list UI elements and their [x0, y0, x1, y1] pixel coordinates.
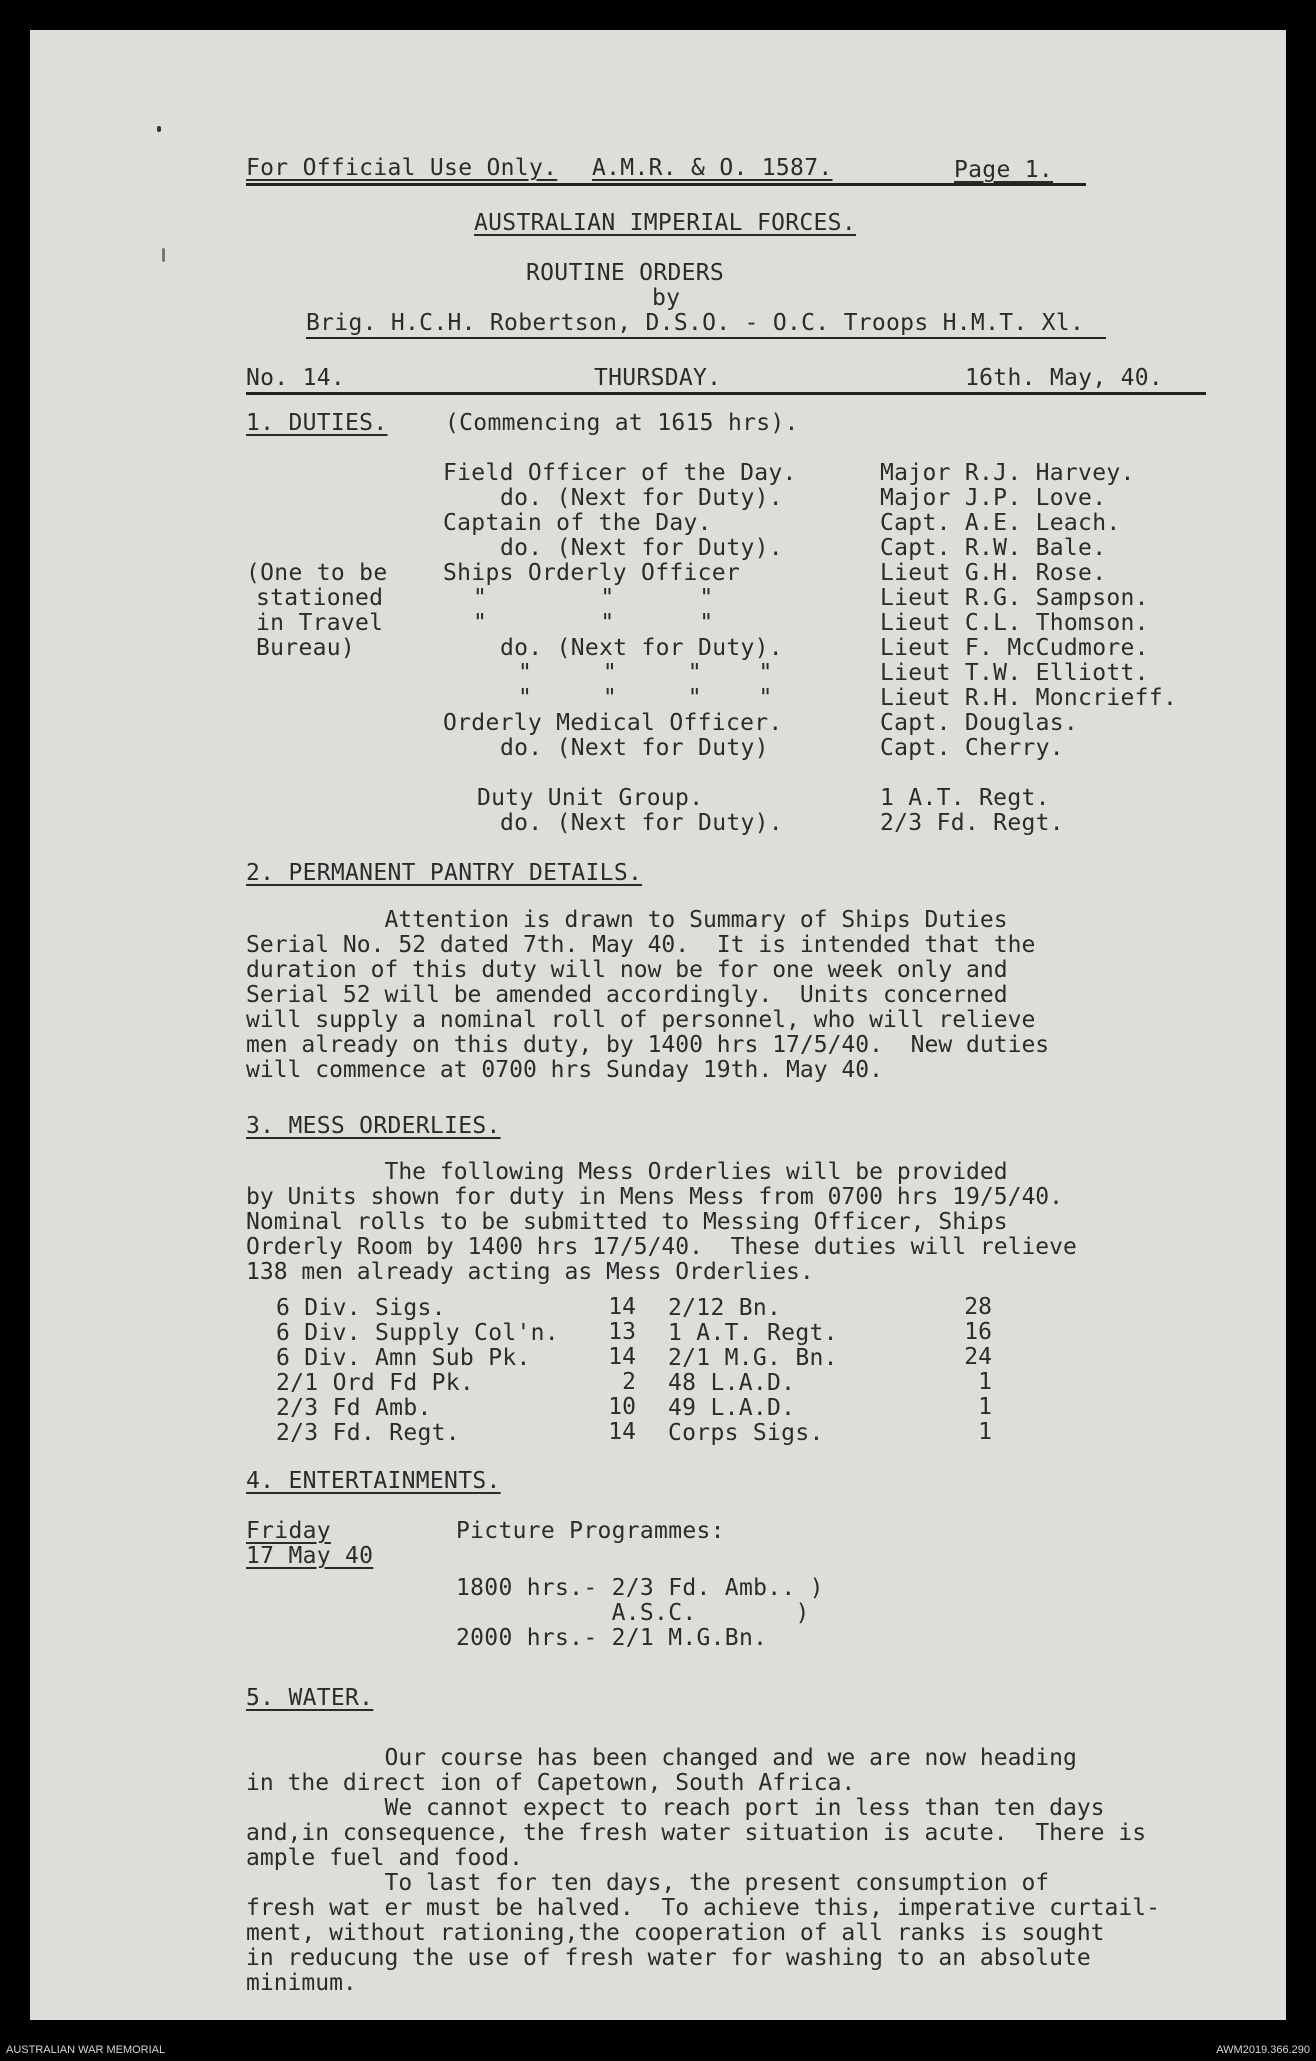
unit-name: 2/1 Ord Fd Pk.	[276, 1370, 475, 1396]
pantry-line: men already on this duty, by 1400 hrs 17/5/40. New duties	[246, 1032, 1050, 1058]
routine-orders-title: ROUTINE ORDERS	[526, 260, 725, 286]
pantry-line: Attention is drawn to Summary of Ships Duties	[246, 907, 1008, 933]
footer-accession-number: AWM2019.366.290	[1216, 2044, 1310, 2056]
duty-officer: Lieut R.G. Sampson.	[880, 585, 1149, 611]
duties-note-line: stationed	[256, 585, 384, 611]
document-body	[30, 30, 1286, 2020]
duty-role: do. (Next for Duty).	[500, 810, 783, 836]
duty-role: " " " "	[518, 660, 773, 686]
duty-officer: 2/3 Fd. Regt.	[880, 810, 1064, 836]
duties-note-line: (One to be	[246, 560, 388, 586]
duty-role: Duty Unit Group.	[477, 785, 704, 811]
mess-line: The following Mess Orderlies will be provided	[246, 1159, 1008, 1185]
unit-count: 14	[608, 1294, 636, 1320]
unit-count: 24	[964, 1344, 992, 1370]
unit-name: 49 L.A.D.	[668, 1395, 796, 1421]
duty-role: Orderly Medical Officer.	[443, 710, 783, 736]
duties-heading: 1. DUTIES.	[246, 410, 388, 436]
unit-count: 1	[978, 1369, 992, 1395]
unit-name: Corps Sigs.	[668, 1420, 824, 1446]
unit-count: 1	[978, 1394, 992, 1420]
duty-officer: Major R.J. Harvey.	[880, 460, 1135, 486]
page-number: Page 1.	[954, 157, 1054, 183]
programme-line: 1800 hrs.- 2/3 Fd. Amb.. )	[456, 1575, 824, 1601]
duty-role: Ships Orderly Officer	[443, 560, 741, 586]
duty-role: " " "	[473, 585, 714, 611]
duty-role: do. (Next for Duty).	[500, 485, 783, 511]
issuer-rule	[306, 337, 1106, 339]
programme-line: 2000 hrs.- 2/1 M.G.Bn.	[456, 1625, 768, 1651]
order-number: No. 14.	[246, 365, 346, 391]
water-line: To last for ten days, the present consumption of	[246, 1870, 1050, 1896]
unit-count: 10	[608, 1394, 636, 1420]
mess-paragraph	[246, 1160, 1246, 1285]
unit-name: 2/3 Fd Amb.	[276, 1395, 432, 1421]
duty-role: " " "	[473, 610, 714, 636]
footer-archive-name: AUSTRALIAN WAR MEMORIAL	[6, 2044, 166, 2056]
duty-role: do. (Next for Duty).	[500, 635, 783, 661]
mess-line: Orderly Room by 1400 hrs 17/5/40. These duties will relieve	[246, 1234, 1077, 1260]
unit-name: 6 Div. Sigs.	[276, 1295, 446, 1321]
duty-officer: Lieut F. McCudmore.	[880, 635, 1149, 661]
ink-mark	[162, 248, 165, 262]
pantry-paragraph	[246, 908, 1246, 1083]
unit-count: 1	[978, 1419, 992, 1445]
unit-count: 16	[964, 1319, 992, 1345]
header-rule	[246, 183, 1086, 186]
order-date: 16th. May, 40.	[965, 365, 1164, 391]
duty-role: do. (Next for Duty).	[500, 535, 783, 561]
unit-name: 48 L.A.D.	[668, 1370, 796, 1396]
pantry-heading: 2. PERMANENT PANTRY DETAILS.	[246, 860, 643, 886]
mess-line: Nominal rolls to be submitted to Messing Officer, Ships	[246, 1209, 1008, 1235]
unit-name: 2/3 Fd. Regt.	[276, 1420, 460, 1446]
official-use-label: For Official Use Only.	[246, 155, 558, 181]
duty-role: " " " "	[518, 685, 773, 711]
pantry-line: will commence at 0700 hrs Sunday 19th. May 40.	[246, 1057, 883, 1083]
unit-name: 2/12 Bn.	[668, 1295, 782, 1321]
mess-line: 138 men already acting as Mess Orderlies.	[246, 1259, 814, 1285]
ink-mark	[157, 126, 161, 132]
unit-count: 28	[964, 1294, 992, 1320]
unit-name: 1 A.T. Regt.	[668, 1320, 838, 1346]
water-line: in the direct ion of Capetown, South Africa.	[246, 1770, 856, 1796]
pantry-line: duration of this duty will now be for one week only and	[246, 957, 1008, 983]
mess-heading: 3. MESS ORDERLIES.	[246, 1113, 501, 1139]
water-line: Our course has been changed and we are now heading	[246, 1745, 1077, 1771]
duty-officer: Major J.P. Love.	[880, 485, 1107, 511]
duties-note-line: Bureau)	[256, 635, 356, 661]
pantry-line: Serial 52 will be amended accordingly. Units concerned	[246, 982, 1008, 1008]
reference-number: A.M.R. & O. 1587.	[592, 155, 833, 181]
duty-role: Field Officer of the Day.	[443, 460, 797, 486]
duty-officer: Capt. A.E. Leach.	[880, 510, 1121, 536]
water-paragraph	[246, 1746, 1246, 1996]
unit-count: 14	[608, 1419, 636, 1445]
water-line: ment, without rationing,the cooperation of all ranks is sought	[246, 1920, 1105, 1946]
duty-role: do. (Next for Duty)	[500, 735, 769, 761]
entertainment-day: Friday	[246, 1518, 331, 1544]
water-line: and,in consequence, the fresh water situation is acute. There is	[246, 1820, 1147, 1846]
unit-name: 6 Div. Supply Col'n.	[276, 1320, 559, 1346]
water-heading: 5. WATER.	[246, 1685, 374, 1711]
duty-officer: Lieut C.L. Thomson.	[880, 610, 1149, 636]
duty-role: Captain of the Day.	[443, 510, 712, 536]
duty-officer: Capt. R.W. Bale.	[880, 535, 1107, 561]
order-day: THURSDAY.	[594, 365, 722, 391]
duty-officer: Capt. Cherry.	[880, 735, 1064, 761]
unit-count: 14	[608, 1344, 636, 1370]
pantry-line: Serial No. 52 dated 7th. May 40. It is intended that the	[246, 932, 1036, 958]
duty-officer: Capt. Douglas.	[880, 710, 1079, 736]
water-line: We cannot expect to reach port in less than ten days	[246, 1795, 1105, 1821]
programme-line: A.S.C. )	[456, 1600, 810, 1626]
water-line: minimum.	[246, 1970, 357, 1996]
force-title: AUSTRALIAN IMPERIAL FORCES.	[474, 210, 856, 236]
water-line: fresh wat er must be halved. To achieve this, imperative curtail-	[246, 1895, 1160, 1921]
unit-name: 6 Div. Amn Sub Pk.	[276, 1345, 531, 1371]
duty-officer: Lieut T.W. Elliott.	[880, 660, 1149, 686]
duties-note-line: in Travel	[256, 610, 384, 636]
picture-programmes-title: Picture Programmes:	[456, 1518, 725, 1544]
by-label: by	[652, 285, 681, 311]
duties-commencing: (Commencing at 1615 hrs).	[445, 410, 799, 436]
entertainments-heading: 4. ENTERTAINMENTS.	[246, 1468, 501, 1494]
date-rule	[246, 392, 1206, 395]
duty-officer: Lieut G.H. Rose.	[880, 560, 1107, 586]
water-line: ample fuel and food.	[246, 1845, 523, 1871]
mess-line: by Units shown for duty in Mens Mess from 0700 hrs 19/5/40.	[246, 1184, 1063, 1210]
water-line: in reducung the use of fresh water for washing to an absolute	[246, 1945, 1091, 1971]
duty-officer: Lieut R.H. Moncrieff.	[880, 685, 1178, 711]
pantry-line: will supply a nominal roll of personnel, who will relieve	[246, 1007, 1036, 1033]
unit-count: 2	[622, 1369, 636, 1395]
unit-name: 2/1 M.G. Bn.	[668, 1345, 838, 1371]
issuer-line: Brig. H.C.H. Robertson, D.S.O. - O.C. Troops H.M.T. Xl.	[306, 310, 1085, 336]
entertainment-date: 17 May 40	[246, 1543, 374, 1569]
unit-count: 13	[608, 1319, 636, 1345]
document-page	[30, 30, 1286, 2020]
duty-officer: 1 A.T. Regt.	[880, 785, 1050, 811]
